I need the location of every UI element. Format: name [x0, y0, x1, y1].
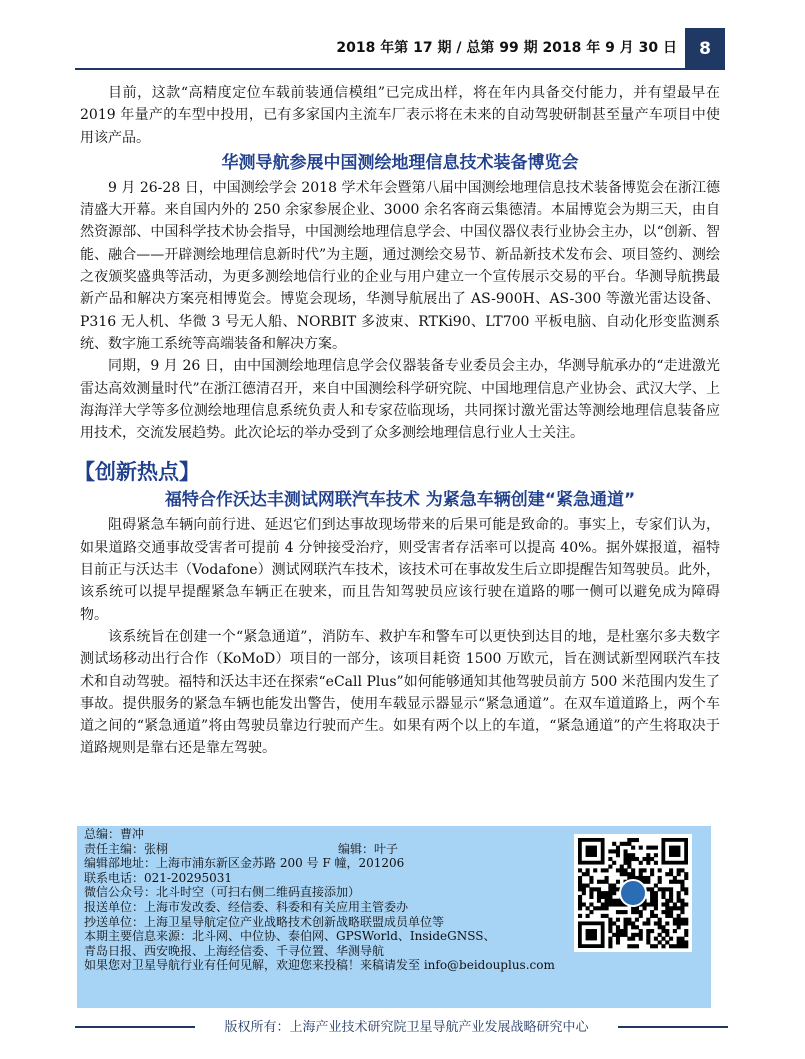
issue-info: 2018 年第 17 期 / 总第 99 期 2018 年 9 月 30 日 — [336, 40, 677, 56]
section-label: 【创新热点】 — [74, 460, 200, 485]
footer-rule-right — [618, 1026, 728, 1028]
footer-copyright: 版权所有：上海产业技术研究院卫星导航产业发展战略研究中心 — [224, 1020, 589, 1035]
address: 编辑部地址：上海市浦东新区金苏路 200 号 F 幢，201206 — [84, 856, 405, 871]
info-lines — [84, 827, 604, 973]
responsible-editor: 责任主编：张栩 — [84, 841, 169, 856]
editors-row — [84, 842, 604, 857]
article3-paragraph-2: 该系统旨在创建一个“紧急通道”，消防车、救护车和警车可以更快到达目的地，是杜塞尔多夫数字测试场移动出行合作（KoMoD）项目的一部分，该项目耗资 1500 万欧元，旨在测试新型网联汽车技术和自动驾驶。福特和沃达丰还在探索“eCall Plus”如何能够通知其他驾驶员前方 500 米范围内发生了事故。提供服务的紧急车辆也能发出警告，使用车载显示器显示“紧急通道”。在双车道道路上，两个车道之间的“紧急通道”将由驾驶员靠边行驶而产生。如果有两个以上的车道，“紧急通道”的产生将取决于道路规则是靠右还是靠左驾驶。 — [80, 628, 720, 757]
wechat-account: 微信公众号：北斗时空（可扫右侧二维码直接添加） — [84, 885, 361, 900]
header-rule — [75, 68, 685, 70]
article2-title: 华测导航参展中国测绘地理信息技术装备博览会 — [221, 152, 579, 173]
sources-line-1: 本期主要信息来源：北斗网、中位协、泰伯网、GPSWorld、InsideGNSS、 — [84, 929, 496, 944]
report-to: 报送单位：上海市发改委、经信委、科委和有关应用主管委办 — [84, 899, 409, 914]
article1-paragraph: 目前，这款“高精度定位车载前装通信模组”已完成出样，将在年内具备交付能力，并有望最早在 2019 年量产的车型中投用，已有多家国内主流车厂表示将在未来的自动驾驶研制甚至量产车项目中使用该产品。 — [80, 85, 720, 146]
editor: 编辑：叶子 — [338, 841, 399, 856]
page-number: 8 — [685, 28, 725, 70]
article2-paragraph-1: 9 月 26-28 日，中国测绘学会 2018 学术年会暨第八届中国测绘地理信息技术装备博览会在浙江德清盛大开幕。来自国内外的 250 余家参展企业、3000 余名客商云集德清。本届博览会为期三天，由自然资源部、中国科学技术协会指导，中国测绘地理信息学会、中国仪器仪表行业协会主办，以“创新、智能、融合——开辟测绘地理信息新时代”为主题，通过测绘交易节、新品新技术发布会、项目签约、测绘之夜颁奖盛典等活动，为更多测绘地信行业的企业与用户建立一个宣传展示交易的平台。华测导航携最新产品和解决方案亮相博览会。博览会现场，华测导航展出了 AS-900H、AS-300 等激光雷达设备、P316 无人机、华微 3 号无人船、NORBIT 多波束、RTKi90、LT700 平板电脑、自动化形变监测系统、数字施工系统等高端装备和解决方案。 — [80, 179, 720, 352]
info-box — [77, 826, 711, 1008]
cc-to: 抄送单位：上海卫星导航定位产业战略技术创新战略联盟成员单位等 — [84, 914, 445, 929]
sources-line-2: 青岛日报、西安晚报、上海经信委、千寻位置、华测导航 — [84, 943, 385, 958]
phone: 联系电话：021-20295031 — [84, 870, 233, 885]
page-header — [75, 28, 725, 72]
main-content — [74, 82, 720, 760]
article3-paragraph-1: 阻碍紧急车辆向前行进、延迟它们到达事故现场带来的后果可能是致命的。事实上，专家们认为，如果道路交通事故受害者可提前 4 分钟接受治疗，则受害者存活率可以提高 40%。据外媒报道，福特目前正与沃达丰（Vodafone）测试网联汽车技术，该技术可在事故发生后立即提醒告知驾驶员。此外，该系统可以提早提醒紧急车辆正在驶来，而且告知驾驶员应该行驶在道路的哪一侧可以避免成为障碍物。 — [80, 517, 720, 623]
article2-paragraph-2: 同期，9 月 26 日，由中国测绘地理信息学会仪器装备专业委员会主办，华测导航承办的“走进激光雷达高效测量时代”在浙江德清召开，来自中国测绘科学研究院、中国地理信息产业协会、武汉大学、上海海洋大学等多位测绘地理信息系统负责人和专家莅临现场，共同探讨激光雷达等测绘地理信息装备应用技术，交流发展趋势。此次论坛的举办受到了众多测绘地理信息行业人士关注。 — [80, 358, 720, 442]
qr-code-graphic — [574, 834, 692, 952]
article3-title: 福特合作沃达丰测试网联汽车技术 为紧急车辆创建“紧急通道” — [164, 490, 636, 511]
chief-editor: 总编：曹冲 — [84, 827, 145, 841]
contribute-line: 如果您对卫星导航行业有任何见解，欢迎您来投稿！来稿请发至 info@beidouplus.com — [84, 958, 555, 973]
footer-rule-left — [75, 1026, 195, 1028]
wechat-qr-code-icon — [574, 834, 692, 952]
